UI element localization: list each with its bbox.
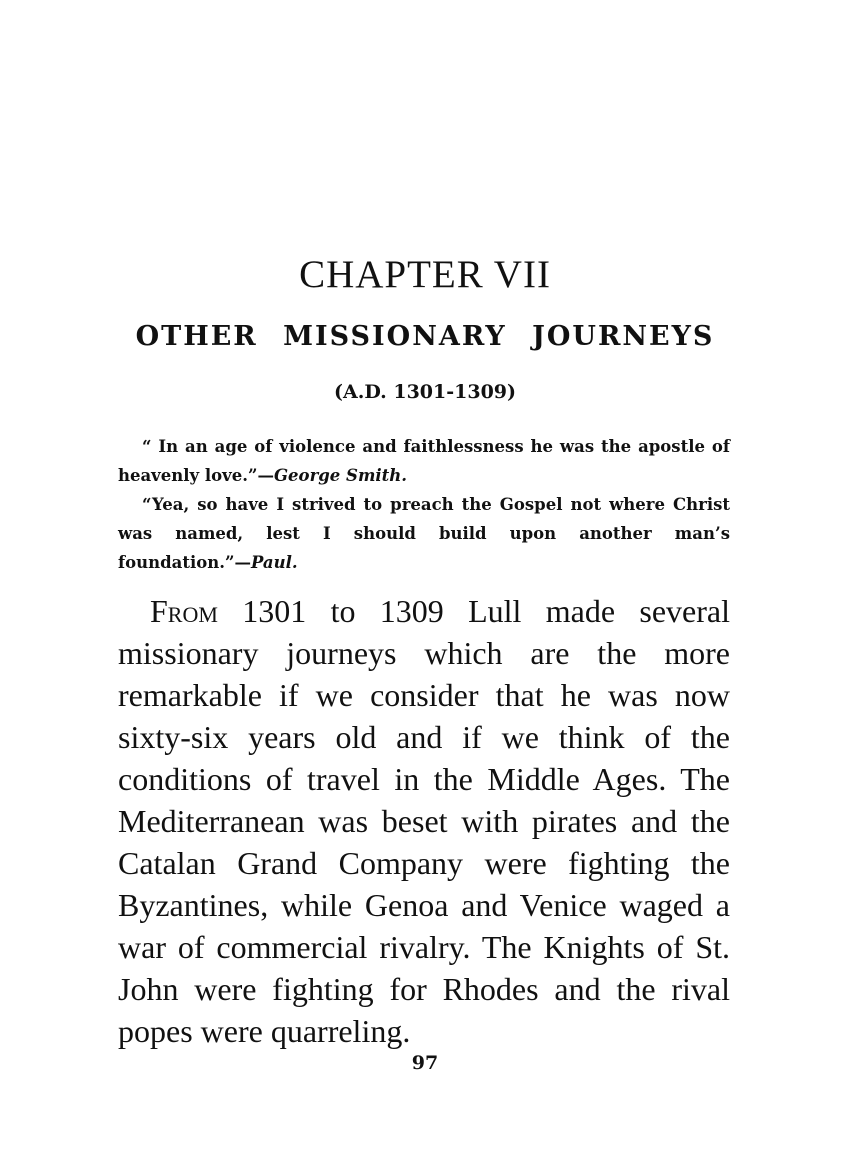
page-number: 97 (411, 1052, 439, 1074)
body-lead-word: From (150, 593, 218, 629)
chapter-date: (A.D. 1301-1309) (333, 381, 516, 403)
chapter-title: CHAPTER VII (299, 253, 551, 296)
chapter-subtitle: OTHER MISSIONARY JOURNEYS (135, 321, 715, 352)
epigraph-1 (118, 432, 730, 490)
epigraph-1-attribution: George Smith. (273, 466, 408, 485)
body-text: 1301 to 1309 Lull made several missionary journeys which are the more remarkable if we consider that he was now sixty-six years old and if we think of the conditions of travel in the Middle Ages. The Mediterranean was beset with pirates and the Catalan Grand Company were fighting the Byzantines, while Genoa and Venice waged a war of commercial rivalry. The Knights of St. John were fighting for Rhodes and the rival popes were quarreling. (118, 593, 731, 1049)
epigraphs (118, 432, 730, 577)
epigraph-1-quote: “ In an age of violence and faithlessness he was the apostle of heavenly love.”— (118, 437, 730, 485)
body-paragraph (118, 590, 730, 1052)
epigraph-2-attribution: Paul. (250, 553, 298, 572)
epigraph-2-quote: “Yea, so have I strived to preach the Gospel not where Christ was named, lest I should build upon another man’s foundation.”— (118, 495, 730, 572)
epigraph-2 (118, 490, 730, 577)
